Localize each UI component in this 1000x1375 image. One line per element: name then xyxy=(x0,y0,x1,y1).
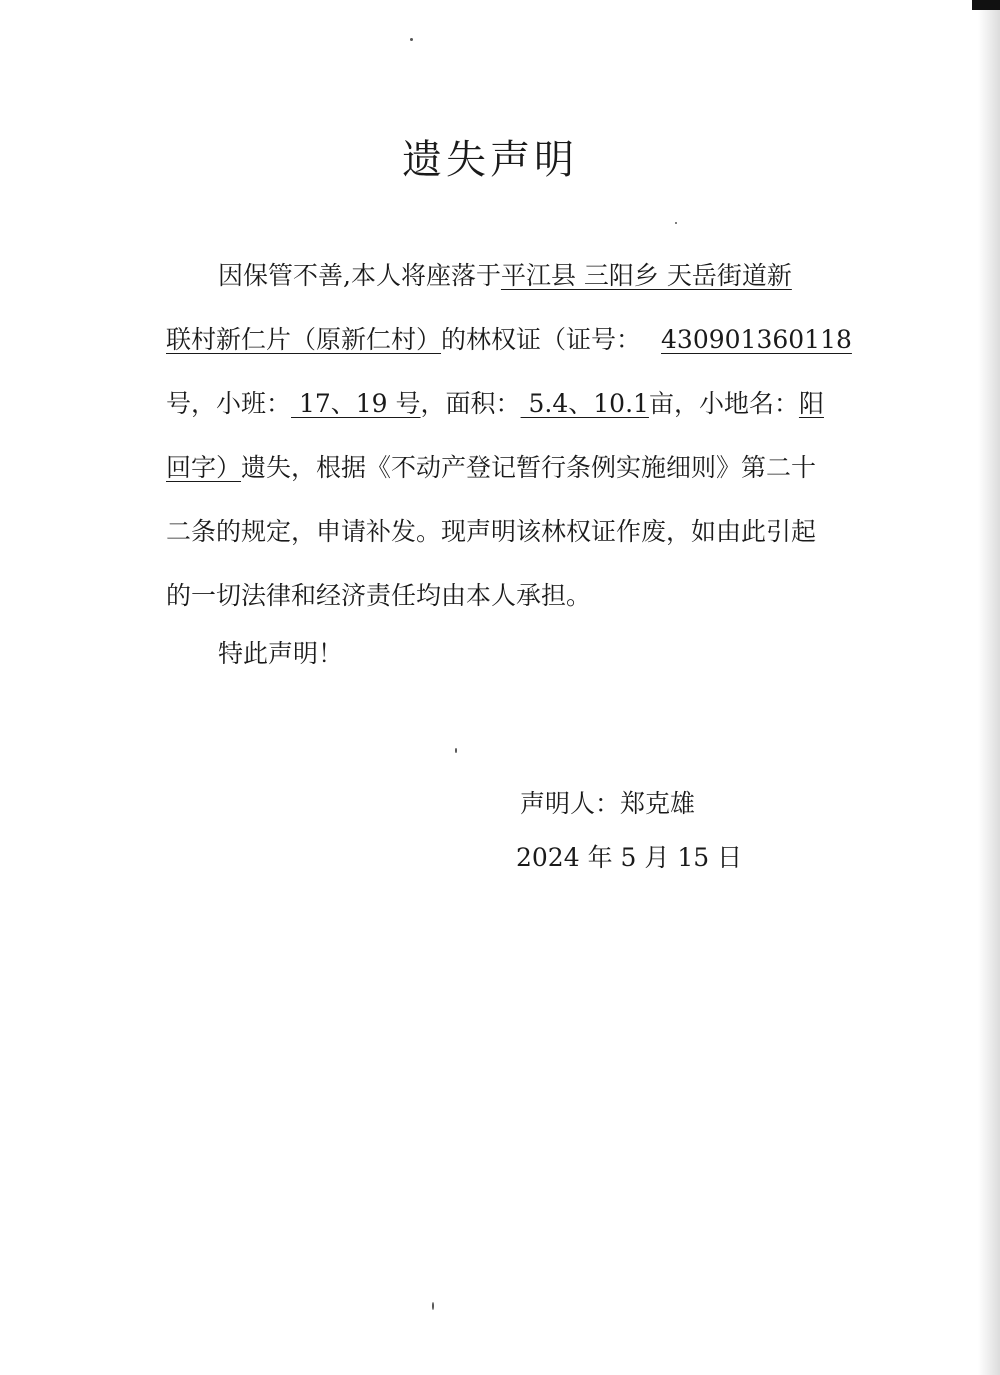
body-line-2 xyxy=(166,322,852,358)
scan-speck xyxy=(455,748,457,753)
body-line-1 xyxy=(218,258,792,294)
declarant-line: 声明人：郑克雄 xyxy=(520,789,696,818)
certificate-number-field: 430901360118 xyxy=(661,325,852,354)
body-text: 遗失，根据《不动产登记暂行条例实施细则》第二十 xyxy=(241,453,817,482)
location-field: 平江县 三阳乡 天岳街道新 xyxy=(500,261,792,290)
body-line-4 xyxy=(166,450,816,486)
scan-speck xyxy=(410,38,413,41)
scan-speck xyxy=(432,1302,434,1310)
place-name-field: 阳 xyxy=(798,389,824,418)
body-line-3 xyxy=(166,386,824,422)
area-field: 5.4、10.1 xyxy=(520,389,649,418)
body-text: ，面积： xyxy=(420,389,521,418)
sub-compartment-field: 17、19 号 xyxy=(291,389,421,418)
scan-corner-mark xyxy=(972,0,1000,10)
body-text: 亩，小地名： xyxy=(648,389,799,418)
scan-speck xyxy=(675,222,677,224)
scan-page-edge xyxy=(978,0,1000,1375)
body-text: 的林权证（证号： xyxy=(441,325,642,354)
document-title: 遗失声明 xyxy=(402,137,578,183)
body-line-5: 二条的规定，申请补发。现声明该林权证作废，如由此引起 xyxy=(166,517,817,546)
place-name-field: 回字） xyxy=(166,453,242,482)
closing-line: 特此声明！ xyxy=(218,639,344,668)
location-field: 联村新仁片（原新仁村） xyxy=(166,325,442,354)
date-line: 2024 年 5 月 15 日 xyxy=(516,843,743,872)
body-text: 号，小班： xyxy=(166,389,292,418)
body-line-6: 的一切法律和经济责任均由本人承担。 xyxy=(166,581,592,610)
body-text: 因保管不善,本人将座落于 xyxy=(218,261,501,290)
